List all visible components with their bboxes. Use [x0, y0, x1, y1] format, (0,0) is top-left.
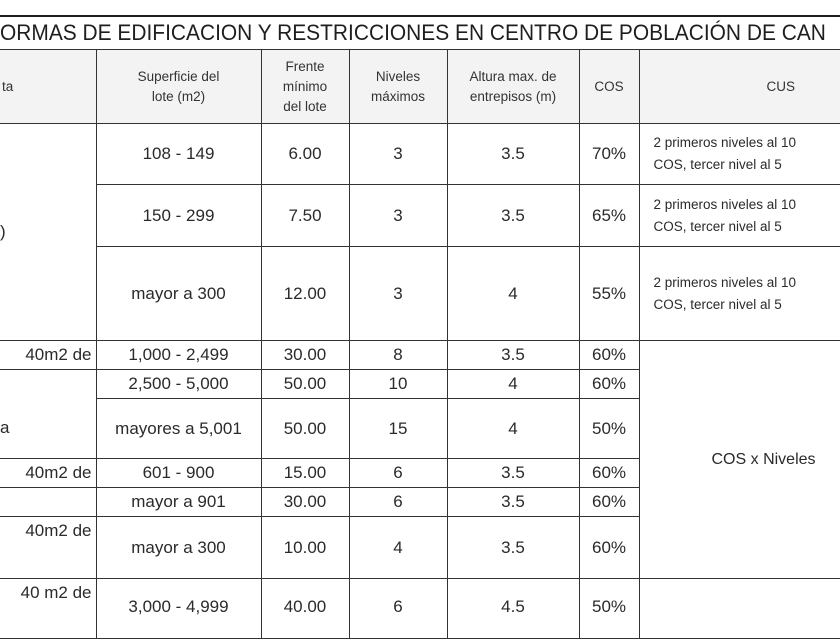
frente-cell: 30.00	[261, 341, 349, 370]
niveles-cell: 6	[349, 579, 447, 639]
frente-cell: 30.00	[261, 488, 349, 517]
header-niveles: Niveles máximos	[349, 50, 447, 124]
cus-cell: 2 primeros niveles al 10 COS, tercer nivel al 5	[639, 185, 840, 247]
niveles-cell: 3	[349, 247, 447, 341]
altura-cell: 4	[447, 370, 579, 399]
header-altura: Altura max. de entrepisos (m)	[447, 50, 579, 124]
niveles-cell: 15	[349, 399, 447, 459]
cos-cell: 60%	[579, 488, 639, 517]
niveles-cell: 3	[349, 185, 447, 247]
frente-cell: 12.00	[261, 247, 349, 341]
table-row	[0, 185, 840, 247]
cos-cell: 60%	[579, 459, 639, 488]
cos-cell: 65%	[579, 185, 639, 247]
frente-cell: 7.50	[261, 185, 349, 247]
frente-cell: 50.00	[261, 399, 349, 459]
frente-cell: 6.00	[261, 124, 349, 185]
header-surface: Superficie del lote (m2)	[96, 50, 261, 124]
table-row	[0, 341, 840, 370]
cus-cell: 2 primeros niveles al 10 COS, tercer nivel al 5	[639, 247, 840, 341]
surface-cell: mayor a 300	[96, 517, 261, 579]
title-rule-top	[0, 15, 840, 17]
cos-cell: 60%	[579, 341, 639, 370]
table-row	[0, 124, 840, 185]
zoning-table	[0, 49, 840, 639]
frente-cell: 10.00	[261, 517, 349, 579]
cos-cell: 70%	[579, 124, 639, 185]
altura-cell: 3.5	[447, 517, 579, 579]
altura-cell: 3.5	[447, 124, 579, 185]
header-category: ta	[0, 50, 96, 124]
surface-cell: mayor a 901	[96, 488, 261, 517]
altura-cell: 4.5	[447, 579, 579, 639]
altura-cell: 3.5	[447, 185, 579, 247]
niveles-cell: 8	[349, 341, 447, 370]
niveles-cell: 10	[349, 370, 447, 399]
category-cell: 40m2 de	[0, 341, 96, 370]
surface-cell: 1,000 - 2,499	[96, 341, 261, 370]
table-row	[0, 247, 840, 341]
niveles-cell: 4	[349, 517, 447, 579]
header-row	[0, 50, 840, 124]
frente-cell: 50.00	[261, 370, 349, 399]
niveles-cell: 6	[349, 459, 447, 488]
category-cell: 40m2 de	[0, 517, 96, 579]
category-cell: 40m2 de	[0, 459, 96, 488]
frente-cell: 40.00	[261, 579, 349, 639]
category-cell	[0, 488, 96, 517]
header-cus: CUS	[639, 50, 840, 124]
header-cos: COS	[579, 50, 639, 124]
surface-cell: 2,500 - 5,000	[96, 370, 261, 399]
category-cell: )	[0, 124, 96, 341]
altura-cell: 4	[447, 399, 579, 459]
altura-cell: 4	[447, 247, 579, 341]
altura-cell: 3.5	[447, 459, 579, 488]
cos-cell: 60%	[579, 370, 639, 399]
cus-merged-cell: COS x Niveles	[639, 341, 840, 579]
header-frente: Frente mínimo del lote	[261, 50, 349, 124]
cos-cell: 50%	[579, 579, 639, 639]
cos-cell: 55%	[579, 247, 639, 341]
category-cell: a	[0, 399, 96, 459]
surface-cell: mayores a 5,001	[96, 399, 261, 459]
frente-cell: 15.00	[261, 459, 349, 488]
category-cell	[0, 370, 96, 399]
altura-cell: 3.5	[447, 341, 579, 370]
table-title: ORMAS DE EDIFICACION Y RESTRICCIONES EN CENTRO DE POBLACIÓN DE CAN	[0, 20, 826, 45]
cus-cell: 2 primeros niveles al 10 COS, tercer nivel al 5	[639, 124, 840, 185]
cos-cell: 50%	[579, 399, 639, 459]
surface-cell: mayor a 300	[96, 247, 261, 341]
category-cell: 40 m2 de	[0, 579, 96, 639]
cos-cell: 60%	[579, 517, 639, 579]
surface-cell: 3,000 - 4,999	[96, 579, 261, 639]
niveles-cell: 6	[349, 488, 447, 517]
surface-cell: 601 - 900	[96, 459, 261, 488]
surface-cell: 108 - 149	[96, 124, 261, 185]
surface-cell: 150 - 299	[96, 185, 261, 247]
niveles-cell: 3	[349, 124, 447, 185]
altura-cell: 3.5	[447, 488, 579, 517]
